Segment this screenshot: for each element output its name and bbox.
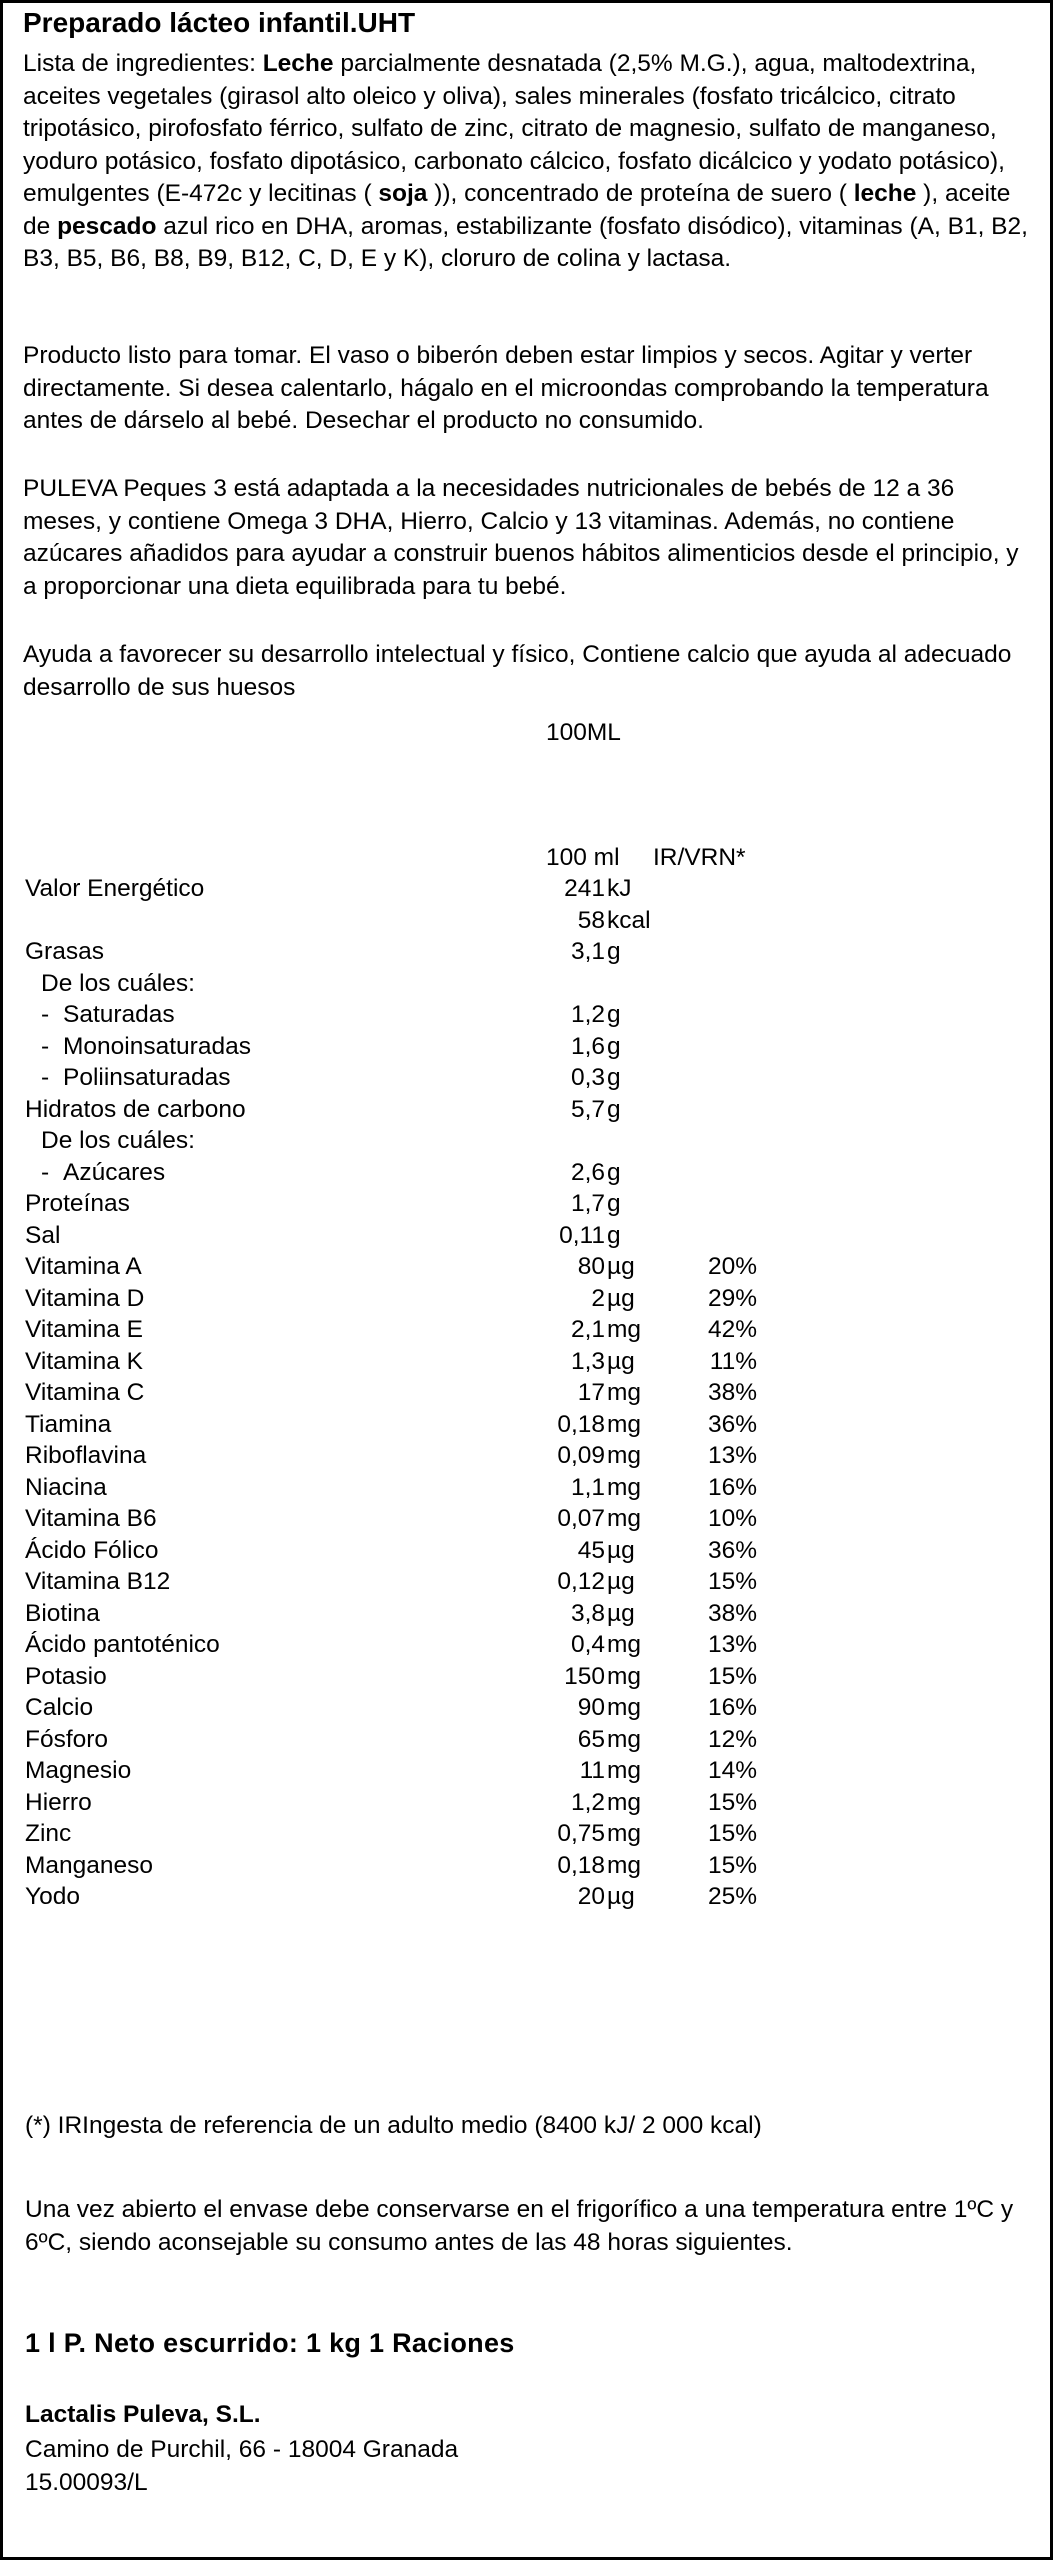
- nutrient-label: [41, 969, 195, 997]
- nutrient-label-text: Ácido Fólico: [25, 1536, 159, 1564]
- nutrient-label: [41, 1066, 231, 1091]
- nutrient-label-text: Poliinsaturadas: [63, 1064, 231, 1091]
- nutrient-unit: mg: [607, 1694, 642, 1721]
- allergen-pescado: pescado: [57, 212, 157, 240]
- nutrient-label-text: Magnesio: [25, 1757, 132, 1784]
- nutrient-label: [25, 1570, 170, 1595]
- nutrient-unit: µg: [607, 1284, 635, 1312]
- nutrient-unit: µg: [607, 1347, 635, 1375]
- nutrient-unit: mg: [607, 1316, 642, 1343]
- nutrient-label-text: Fósforo: [25, 1725, 109, 1753]
- nutrient-percent: 15%: [707, 1851, 757, 1879]
- nutrient-unit: g: [607, 1158, 621, 1186]
- ingredients-text-2: )), concentrado de proteína de suero (: [427, 180, 854, 207]
- preparation-paragraph: Producto listo para tomar. El vaso o biberón deben estar limpios y secos. Agitar y verter directamente. Si desea calentarlo, hágalo en el microondas comprobando la temperatura antes de dárselo al bebé. Desechar el producto no consumido.: [23, 342, 989, 434]
- nutrient-percent: 15%: [707, 1568, 757, 1595]
- nutrient-label: [25, 1507, 157, 1532]
- nutrient-label: [25, 1759, 131, 1784]
- nutrient-amount: 45: [577, 1536, 605, 1564]
- nutrient-label: [25, 940, 104, 965]
- nutrient-label-text: Monoinsaturadas: [63, 1032, 251, 1060]
- nutrient-unit: µg: [607, 1253, 635, 1280]
- nutrient-percent: 29%: [707, 1284, 757, 1312]
- ingredients-text-1: parcialmente desnatada (2,5% M.G.), agua, maltodextrina, aceites vegetales (girasol alto oleico y oliva), sales minerales (fosfato tricálcico, citrato tripotásico, pirofosfato férrico, sulfato de zinc, citrato de magnesio, sulfato de manganeso, yoduro potásico, fosfato dipotásico, carbonato cálcico, fosfato dicálcico y yodato potásico), emulgentes (E-472c y lecitinas (: [23, 50, 1005, 207]
- nutrient-percent: 14%: [707, 1757, 757, 1784]
- nutrient-percent: 16%: [707, 1473, 757, 1501]
- nutrient-unit: g: [607, 1221, 621, 1249]
- nutrient-percent: 15%: [707, 1788, 757, 1816]
- nutrient-label-text: Vitamina C: [25, 1379, 145, 1406]
- nutrient-percent: 13%: [707, 1631, 757, 1658]
- nutrient-percent: 38%: [707, 1379, 757, 1406]
- nutrient-amount: 2: [591, 1284, 605, 1312]
- nutrient-percent: 13%: [707, 1442, 757, 1469]
- nutrient-amount: 2,1: [570, 1316, 605, 1343]
- nutrient-label: [25, 1599, 100, 1627]
- nutrient-unit: mg: [607, 1631, 642, 1658]
- allergen-leche-2: leche: [853, 180, 917, 207]
- footnote: (*) IRIngesta de referencia de un adulto medio (8400 kJ/ 2 000 kcal): [25, 2112, 762, 2139]
- nutrient-amount: 2,6: [570, 1158, 605, 1186]
- nutrient-label-text: Proteínas: [25, 1190, 130, 1217]
- nutrient-amount: 1,6: [570, 1032, 605, 1060]
- nutrient-label-text: Yodo: [25, 1883, 80, 1910]
- nutrient-label: [25, 1662, 107, 1690]
- nutrient-label-text: Vitamina B6: [25, 1505, 157, 1532]
- nutrient-percent: 36%: [707, 1536, 757, 1564]
- nutrient-unit: g: [607, 1190, 621, 1217]
- nutrient-amount: 1,2: [570, 1001, 605, 1028]
- nutrient-amount: 0,18: [557, 1410, 605, 1438]
- nutrient-amount: 0,4: [570, 1631, 605, 1658]
- nutrient-percent: 25%: [707, 1883, 757, 1910]
- nutrient-label-text: Manganeso: [25, 1851, 154, 1879]
- nutrient-label: [41, 1003, 175, 1028]
- nutrient-label-text: Valor Energético: [25, 875, 205, 902]
- nutrient-label-text: Hidratos de carbono: [25, 1095, 246, 1123]
- nutrient-unit: mg: [607, 1442, 642, 1469]
- nutrient-label-text: Vitamina D: [25, 1284, 145, 1312]
- nutrient-amount: 0,18: [557, 1851, 605, 1879]
- nutrient-label-text: Riboflavina: [25, 1442, 147, 1469]
- nutrient-unit: mg: [607, 1410, 642, 1438]
- nutrient-amount: 0,11: [559, 1221, 605, 1249]
- ingredients-text-4: azul rico en DHA, aromas, estabilizante (fosfato disódico), vitaminas (A, B1, B2, B3, B5, B6, B8, B9, B12, C, D, E y K), cloruro de colina y lactasa.: [23, 212, 1028, 272]
- nutrient-percent: 15%: [707, 1662, 757, 1690]
- nutrient-unit: g: [607, 938, 621, 965]
- nutrient-label: [25, 1095, 246, 1123]
- nutrient-amount: 17: [577, 1379, 605, 1406]
- nutrient-amount: 11: [579, 1757, 605, 1784]
- nutrient-label: [25, 1381, 144, 1406]
- nutrient-label: [25, 1822, 71, 1847]
- product-title: Preparado lácteo infantil.UHT: [23, 7, 416, 38]
- nutrient-label: [25, 1536, 159, 1564]
- serving-heading: 100ML: [546, 719, 621, 746]
- nutrient-amount: 3,8: [570, 1599, 605, 1627]
- nutrient-unit: mg: [607, 1851, 642, 1879]
- nutrient-unit: mg: [607, 1820, 642, 1847]
- table-header-100ml: 100 ml: [546, 844, 620, 871]
- nutrient-unit: mg: [607, 1662, 642, 1690]
- nutrient-label-text: Vitamina A: [25, 1253, 142, 1280]
- nutrient-amount: 0,75: [557, 1820, 605, 1847]
- nutrient-unit: g: [607, 1095, 621, 1123]
- nutrient-label-text: Saturadas: [63, 1001, 175, 1028]
- nutrient-label: [25, 1192, 130, 1217]
- nutrient-label-text: Zinc: [25, 1820, 72, 1847]
- nutrient-label: [25, 1851, 154, 1879]
- company-address: Camino de Purchil, 66 - 18004 Granada: [25, 2436, 459, 2463]
- nutrient-percent: 36%: [707, 1410, 757, 1438]
- nutrient-label: [41, 1129, 195, 1154]
- nutrient-unit: kcal: [607, 906, 651, 934]
- ingredients-paragraph: [23, 48, 1038, 276]
- nutrient-label: [25, 1221, 61, 1249]
- nutrient-unit: µg: [607, 1883, 635, 1910]
- nutrient-label: [25, 1633, 220, 1658]
- nutrient-unit: g: [607, 1064, 621, 1091]
- nutrient-amount: 241: [564, 875, 605, 902]
- nutrient-label-text: Biotina: [25, 1599, 100, 1627]
- nutrient-amount: 90: [577, 1694, 605, 1721]
- nutrient-label: [25, 1696, 93, 1721]
- nutrient-amount: 5,7: [570, 1095, 605, 1123]
- allergen-leche: Leche: [262, 50, 334, 77]
- nutrient-label-text: Potasio: [25, 1662, 107, 1690]
- nutrient-label: [25, 1284, 145, 1312]
- nutrient-label: [25, 1725, 109, 1753]
- nutrient-amount: 0,09: [557, 1442, 605, 1469]
- nutrient-label-text: Sal: [25, 1221, 61, 1249]
- nutrient-label: [25, 1473, 107, 1501]
- nutrient-amount: 3,1: [570, 938, 605, 965]
- nutrient-amount: 1,3: [570, 1347, 605, 1375]
- claims-paragraph: Ayuda a favorecer su desarrollo intelectual y físico, Contiene calcio que ayuda al adecuado desarrollo de sus huesos: [23, 641, 1012, 701]
- nutrient-dash: -: [41, 1064, 50, 1091]
- nutrient-unit: mg: [607, 1505, 642, 1532]
- company-name: Lactalis Puleva, S.L.: [25, 2401, 261, 2428]
- nutrient-label-text: De los cuáles:: [41, 969, 195, 997]
- company-code: 15.00093/L: [25, 2469, 148, 2496]
- nutrient-unit: mg: [607, 1725, 642, 1753]
- ingredients-prefix: Lista de ingredientes:: [23, 50, 263, 77]
- nutrient-amount: 80: [577, 1253, 605, 1280]
- nutrient-label-text: Hierro: [25, 1788, 92, 1816]
- nutrient-unit: µg: [607, 1536, 635, 1564]
- ingredients-text-3: ), aceite de: [23, 180, 1011, 240]
- nutrient-unit: mg: [607, 1379, 642, 1406]
- nutrient-label: [25, 1444, 146, 1469]
- nutrient-unit: µg: [607, 1568, 635, 1595]
- nutrient-label-text: Tiamina: [25, 1410, 112, 1438]
- nutrient-unit: kJ: [607, 875, 632, 902]
- nutrient-percent: 16%: [707, 1694, 757, 1721]
- nutrient-label: [25, 1318, 143, 1343]
- nutrient-label: [25, 1788, 92, 1816]
- nutrient-dash: -: [41, 1158, 50, 1186]
- nutrient-unit: g: [607, 1001, 621, 1028]
- nutrient-percent: 20%: [707, 1253, 757, 1280]
- nutrient-dash: -: [41, 1001, 50, 1028]
- nutrient-label-text: De los cuáles:: [41, 1127, 195, 1154]
- nutrient-label-text: Ácido pantoténico: [25, 1631, 220, 1658]
- nutrient-unit: mg: [607, 1473, 642, 1501]
- nutrient-label-text: Niacina: [25, 1473, 107, 1501]
- nutrient-label-text: Grasas: [25, 938, 104, 965]
- nutrient-label: [41, 1158, 166, 1186]
- nutrient-percent: 12%: [707, 1725, 757, 1753]
- nutrient-label: [25, 1347, 144, 1375]
- nutrient-amount: 150: [564, 1662, 605, 1690]
- nutrient-label-text: Vitamina B12: [25, 1568, 171, 1595]
- nutrient-label-text: Vitamina K: [25, 1347, 144, 1375]
- nutrient-amount: 58: [577, 906, 605, 934]
- nutrient-percent: 38%: [707, 1599, 757, 1627]
- table-header-ir: IR/VRN*: [653, 844, 746, 871]
- nutrient-percent: 42%: [707, 1316, 757, 1343]
- nutrient-amount: 65: [577, 1725, 605, 1753]
- nutrient-label-text: Vitamina E: [25, 1316, 144, 1343]
- nutrient-amount: 20: [577, 1883, 605, 1910]
- nutrient-percent: 10%: [707, 1505, 757, 1532]
- net-content: 1 l P. Neto escurrido: 1 kg 1 Raciones: [25, 2328, 515, 2358]
- nutrient-amount: 1,1: [570, 1473, 605, 1501]
- nutrient-unit: µg: [607, 1599, 635, 1627]
- allergen-soja: soja: [378, 180, 428, 207]
- storage-paragraph: Una vez abierto el envase debe conservarse en el frigorífico a una temperatura entre 1ºC y 6ºC, siendo aconsejable su consumo antes de las 48 horas siguientes.: [25, 2196, 1014, 2256]
- nutrient-amount: 0,12: [557, 1568, 605, 1595]
- nutrient-percent: 15%: [707, 1820, 757, 1847]
- nutrient-label-text: Azúcares: [63, 1158, 166, 1186]
- nutrient-label-text: Calcio: [25, 1694, 94, 1721]
- nutrient-amount: 0,3: [570, 1064, 605, 1091]
- nutrient-unit: g: [607, 1032, 621, 1060]
- nutrient-amount: 1,2: [570, 1788, 605, 1816]
- nutrient-amount: 1,7: [570, 1190, 605, 1217]
- nutrient-dash: -: [41, 1032, 50, 1060]
- nutrient-label: [25, 1255, 142, 1280]
- nutrient-unit: mg: [607, 1757, 642, 1784]
- nutrient-label: [25, 1885, 80, 1910]
- nutrient-unit: mg: [607, 1788, 642, 1816]
- nutrient-label: [41, 1032, 251, 1060]
- nutrient-label: [25, 877, 204, 902]
- nutrient-label: [25, 1410, 112, 1438]
- nutrient-percent: 11%: [709, 1347, 757, 1375]
- description-paragraph: PULEVA Peques 3 está adaptada a la necesidades nutricionales de bebés de 12 a 36 meses, y contiene Omega 3 DHA, Hierro, Calcio y 13 vitaminas. Además, no contiene azúcares añadidos para ayudar a construir buenos hábitos alimenticios desde el principio, y a proporcionar una dieta equilibrada para tu bebé.: [23, 475, 1019, 600]
- nutrient-amount: 0,07: [557, 1505, 605, 1532]
